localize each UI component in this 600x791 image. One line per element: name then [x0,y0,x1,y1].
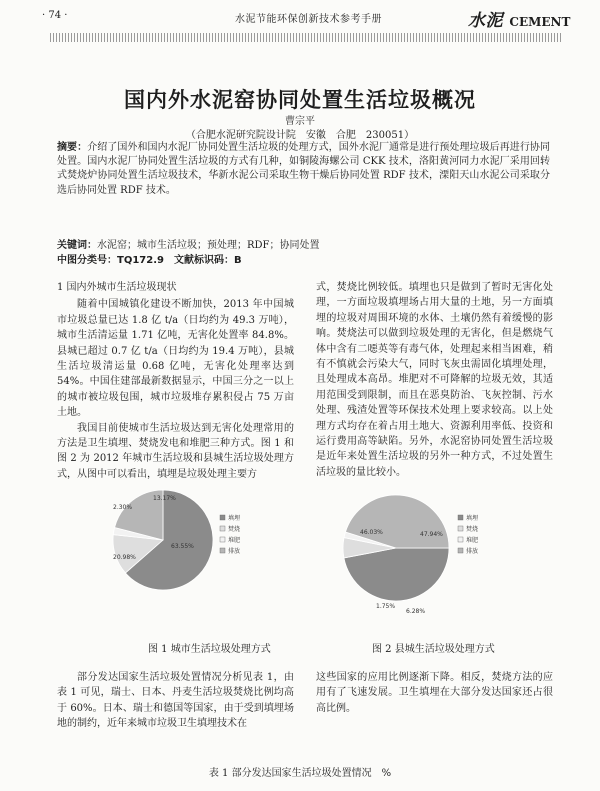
section-heading: 1 国内外城市生活垃圾现状 [57,282,177,293]
keywords [57,236,550,251]
paragraph: 这些国家的应用比例逐渐下降。相反，焚烧方法的应用有了飞速发展。卫生填埋在大部分发达国家还占很高比例。 [316,672,553,714]
paragraph: 部分发达国家生活垃圾处置情况分析见表 1，由表 1 可见，瑞士、日本、丹麦生活垃圾焚烧比例均高于 60%。日本、瑞士和德国等国家，由于受到填埋场地的制约，近年来城市垃圾卫生填埋技术在 [57,672,294,730]
legend-label: 焚烧 [228,526,241,533]
legend-label: 堆肥 [466,537,479,544]
abstract-text: 介绍了国外和国内水泥厂协同处置生活垃圾的处理方式，国外水泥厂通常是进行预处理垃圾后再进行协同处置。国内水泥厂协同处置生活垃圾的方式有几种，如铜陵海螺公司 CKK 技术，洛阳黄河同力水泥厂采用回转式焚烧炉协同处置生活垃圾技术，华新水泥公司采取生物干燥后协同处置 RDF 技术，溧阳天山水泥公司采取分选后协同处置 RDF 技术。 [57,142,550,196]
data-label: 13.17% [153,495,176,502]
legend-swatch [220,548,225,553]
header-hatch-rule [50,33,562,42]
bottom-right-column [316,670,553,716]
left-column [57,280,294,482]
figure-1-caption: 图 1 城市生活垃圾处理方式 [148,644,271,655]
pie-slice-1 [344,548,449,601]
logo-en-text: CEMENT [509,15,571,29]
page-number: · 74 · [42,10,68,21]
legend-label: 排放 [228,548,241,555]
legend-label: 填埋 [466,515,479,522]
data-label: 63.55% [171,543,194,550]
data-label: 46.03% [360,529,383,536]
paragraph: 随着中国城镇化建设不断加快，2013 年中国城市垃圾总量已达 1.8 亿 t/a（日均约为 49.3 万吨），城市生活清运量 1.71 亿吨，无害化处置率 84.8%。县城已超过 0.7 亿 t/a（日均约为 19.4 万吨），县城生活垃圾清运量 0.68 亿吨，无害化处理率达到 54%。中国住建部最新数据显示，中国三分之一以上的城市被垃圾包围，城市垃圾堆存累积侵占 75 万亩土地。 [57,299,294,419]
legend-label: 焚烧 [466,526,479,533]
author-affiliation: （合肥水泥研究院设计院 安徽 合肥 230051） [185,130,415,141]
data-label: 1.75% [376,603,396,610]
legend-label: 填埋 [228,515,241,522]
legend-label: 排放 [466,548,479,555]
figure-2-caption: 图 2 县城生活垃圾处理方式 [372,644,495,655]
figure-1-pie-chart [95,478,295,608]
paragraph: 我国目前使城市生活垃圾达到无害化处理常用的方法是卫生填埋、焚烧发电和堆肥三种方式。图 1 和图 2 为 2012 年城市生活垃圾和县城生活垃圾处理方式，从图中可以看出，填埋是垃圾处理主要方 [57,422,294,480]
article-author: 曹宗平 [285,116,315,127]
classification-text: 中图分类号：TQ172.9 文献标识码：B [57,255,242,266]
paragraph: 式，焚烧比例较低。填埋也只是做到了暂时无害化处理，一方面垃圾填埋场占用大量的土地，另一方面填埋的垃圾对周围环境的水体、土壤仍然有着缓慢的影响。焚烧法可以做到垃圾处理的无害化，但是燃烧气体中含有二噁英等有毒气体，处理起来相当困难，稍有不慎就会污染大气，同时飞灰虫需固化填埋处理，且处理成本高昂。堆肥对不可降解的垃圾无效，其适用范围受到限制，而且在恶臭防治、飞灰控制、污水处理、残渣处置等环保技术处理上要求较高。以上处理方式均存在着占用土地大、资源利用率低、投资和运行费用高等缺陷。另外，水泥窑协同处置生活垃圾是近年来处置生活垃圾的另外一种方式，不过处置生活垃圾的量比较小。 [316,282,553,478]
data-label: 6.28% [406,608,426,615]
table-1-title: 表 1 部分发达国家生活垃圾处置情况 % [208,768,392,779]
figure-2-pie-chart [330,478,530,618]
legend-swatch [458,548,463,553]
data-label: 2.30% [113,504,133,511]
abstract [57,141,550,198]
bottom-left-column [57,670,294,732]
running-header [0,0,600,46]
keywords-label: 关键词： [57,240,97,251]
legend-label: 堆肥 [228,537,241,544]
classification-line [57,251,550,266]
journal-logo [468,6,570,31]
keywords-text: 水泥窑；城市生活垃圾；预处理；RDF；协同处置 [97,240,320,251]
article-title: 国内外水泥窑协同处置生活垃圾概况 [124,88,476,112]
journal-title: 水泥节能环保创新技术参考手册 [235,14,382,25]
legend-swatch [220,526,225,531]
abstract-label: 摘要： [57,142,88,153]
right-column [316,280,553,480]
legend-swatch [458,526,463,531]
data-label: 47.94% [420,531,443,538]
data-label: 20.98% [113,554,136,561]
logo-cn-text: 水泥 [468,11,503,31]
legend-swatch [458,537,463,542]
legend-swatch [220,515,225,520]
legend-swatch [220,537,225,542]
legend-swatch [458,515,463,520]
